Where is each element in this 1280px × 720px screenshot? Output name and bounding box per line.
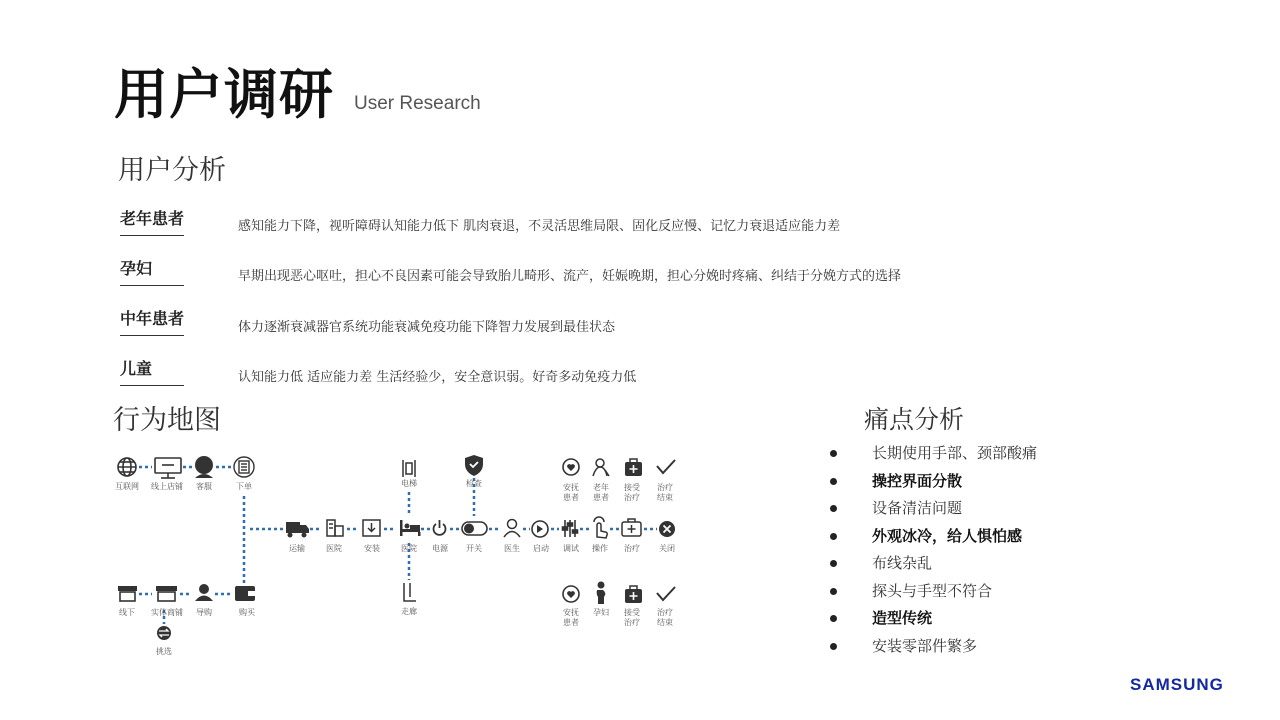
page-subtitle: User Research [354,93,481,114]
pain-point-item: 操控界面分散 [830,468,1037,496]
label-comfort-2a: 安抚 [563,608,579,617]
label-end-2b: 结束 [657,618,673,627]
label-purchase: 购买 [239,608,255,617]
label-pregnant: 孕妇 [593,608,609,617]
pain-point-item: 布线杂乱 [830,550,1037,578]
label-operate: 操作 [592,544,608,553]
label-internet: 互联网 [115,482,139,491]
label-corridor: 走廊 [401,607,417,616]
label-receive-1a: 接受 [624,483,640,492]
monitor-icon [155,458,181,478]
label-hospital-2: 医院 [401,544,417,553]
hand-tap-icon [594,517,607,538]
label-comfort-1b: 患者 [563,493,579,502]
label-doctor: 医生 [504,544,520,553]
label-end-1a: 治疗 [657,483,673,492]
label-receive-2a: 接受 [624,608,640,617]
service-agent-icon [195,456,213,478]
pain-point-item: 安装零部件繁多 [830,633,1037,661]
comfort-patient-icon-2 [563,586,579,602]
hospital-building-icon [327,520,343,536]
label-transport: 运输 [289,544,305,553]
user-analysis-heading: 用户分析 [118,155,226,186]
pregnant-woman-icon [597,582,606,605]
label-start: 启动 [533,544,549,553]
label-check: 检查 [466,479,482,488]
label-power: 电源 [432,544,448,553]
user-desc-middle-aged: 体力逐渐衰减器官系统功能衰减免疫功能下降智力发展到最佳状态 [238,320,616,335]
label-elevator: 电梯 [401,479,417,488]
truck-icon [286,522,309,538]
checkmark-icon [657,460,675,473]
globe-icon [118,458,136,476]
bullet-icon [830,505,837,512]
user-name-child: 儿童 [120,356,184,386]
label-customer-service: 客服 [196,482,212,491]
medical-kit-filled-icon-2 [625,586,642,603]
label-receive-1b: 治疗 [624,493,640,502]
checkmark-icon-2 [657,587,675,600]
bullet-icon [830,643,837,650]
label-comfort-2b: 患者 [563,618,579,627]
bullet-icon [830,478,837,485]
user-name-pregnant: 孕妇 [120,256,184,286]
user-desc-elderly: 感知能力下降，视听障碍认知能力低下 肌肉衰退，不灵活思维局限、固化反应慢、记忆力衰退适应能力差 [238,219,841,234]
medical-kit-icon [622,519,641,536]
install-icon [363,520,380,536]
label-debug: 调试 [563,544,579,553]
close-circle-icon [659,521,675,537]
label-close: 关闭 [659,544,675,553]
samsung-logo: SAMSUNG [1130,675,1224,694]
label-shopping-guide: 导购 [196,608,212,617]
label-end-2a: 治疗 [657,608,673,617]
behavior-map-heading: 行为地图 [113,405,221,436]
label-install: 安装 [364,544,380,553]
pain-point-item: 设备清洁问题 [830,495,1037,523]
select-icon [157,626,171,640]
physical-store-icon [156,586,177,601]
pain-point-item: 探头与手型不符合 [830,578,1037,606]
label-select: 挑选 [156,647,172,656]
label-elderly-a: 老年 [593,483,609,492]
user-desc-pregnant: 早期出现恶心呕吐，担心不良因素可能会导致胎儿畸形、流产，妊娠晚期，担心分娩时疼痛、纠结于分娩方式的选择 [238,269,902,284]
label-elderly-b: 患者 [593,493,609,502]
toggle-switch-icon [462,522,487,535]
wallet-icon [235,586,255,601]
label-online-store: 线上店铺 [151,482,183,491]
label-comfort-1a: 安抚 [563,483,579,492]
label-place-order: 下单 [236,482,252,491]
label-offline: 线下 [119,608,135,617]
label-hospital: 医院 [326,544,342,553]
bullet-icon [830,533,837,540]
medical-kit-filled-icon [625,459,642,476]
user-desc-child: 认知能力低 适应能力差 生活经验少，安全意识弱。好奇多动免疫力低 [238,370,637,385]
bullet-icon [830,588,837,595]
pain-point-item: 长期使用手部、颈部酸痛 [830,440,1037,468]
behavior-map-connectors [139,467,657,624]
bullet-icon [830,560,837,567]
elevator-icon [403,460,415,477]
label-treatment: 治疗 [624,544,640,553]
order-icon [234,457,254,477]
shopping-guide-icon [195,584,213,601]
hospital-bed-icon [400,520,421,536]
label-end-1b: 结束 [657,493,673,502]
shield-check-icon [465,455,483,476]
page-title: 用户调研 [114,63,334,126]
pain-points-list [830,440,1037,660]
doctor-icon [504,520,520,538]
pain-points-heading: 痛点分析 [864,405,965,434]
pain-point-item: 造型传统 [830,605,1037,633]
user-name-elderly: 老年患者 [120,206,184,236]
play-start-icon [532,521,548,537]
label-physical-store: 实体商铺 [151,608,183,617]
label-switch: 开关 [466,544,482,553]
power-icon [434,520,446,535]
label-receive-2b: 治疗 [624,618,640,627]
offline-store-icon [118,586,137,601]
elderly-patient-icon [593,459,609,476]
corridor-icon [404,583,416,601]
pain-point-item: 外观冰冷，给人惧怕感 [830,523,1037,551]
comfort-patient-icon [563,459,579,475]
sliders-icon [563,520,578,537]
bullet-icon [830,615,837,622]
bullet-icon [830,450,837,457]
user-name-middle-aged: 中年患者 [120,306,184,336]
